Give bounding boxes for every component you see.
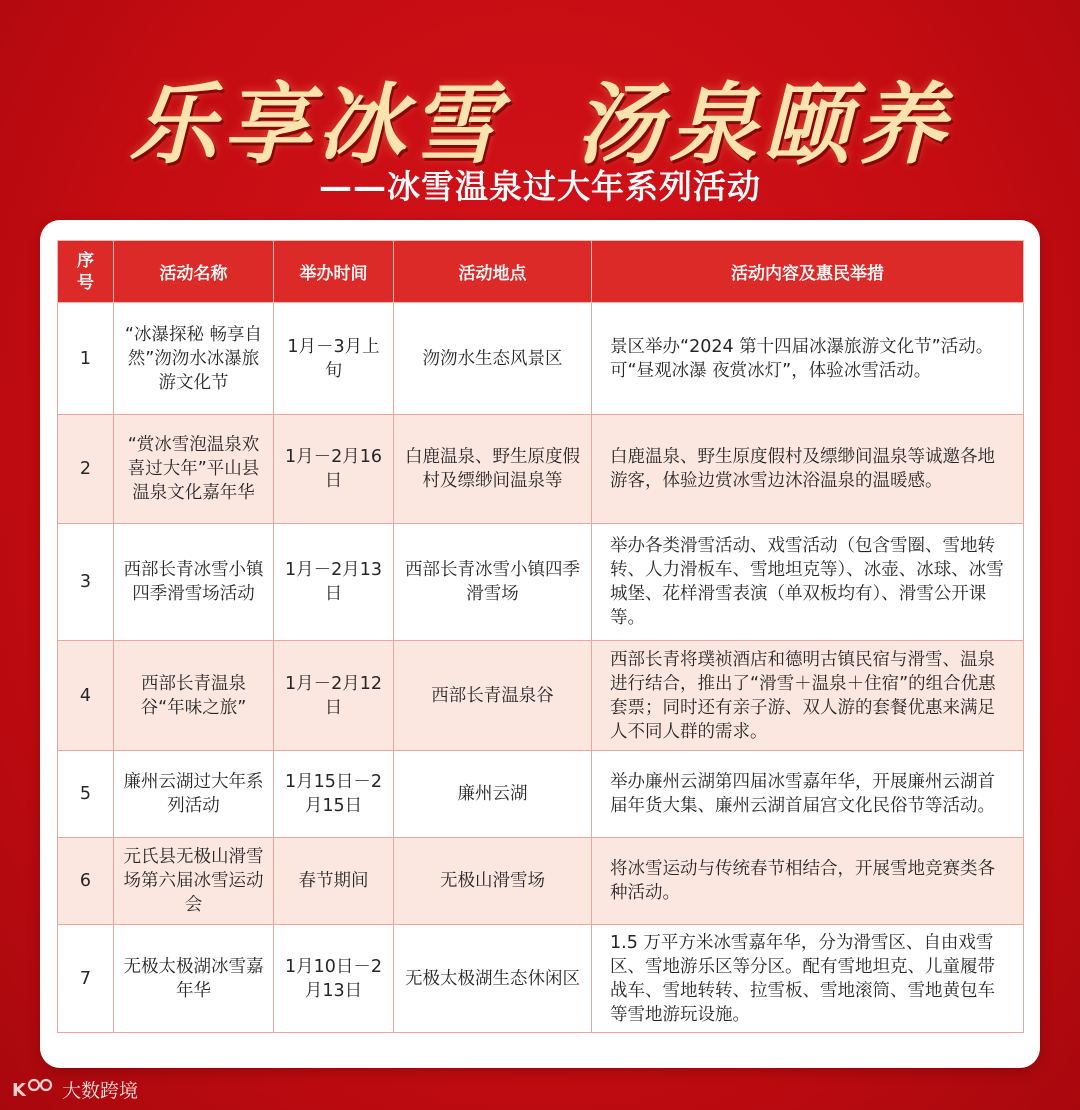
row-content: 举办廉州云湖第四届冰雪嘉年华，开展廉州云湖首届年货大集、廉州云湖首届宫文化民俗节等活动。: [592, 751, 1024, 838]
row-time: 1月－3月上旬: [274, 303, 394, 415]
row-content: 景区举办“2024 第十四届冰瀑旅游文化节”活动。可“昼观冰瀑 夜赏冰灯”，体验冰雪活动。: [592, 303, 1024, 415]
row-no: 6: [58, 838, 114, 925]
row-no: 5: [58, 751, 114, 838]
activity-card: [40, 220, 1040, 1068]
row-place: 西部长青冰雪小镇四季滑雪场: [394, 524, 592, 641]
table-row: [58, 925, 1024, 1033]
table-row: [58, 641, 1024, 751]
row-no: 4: [58, 641, 114, 751]
brand-label: 大数跨境: [62, 1079, 139, 1102]
k100-logo-icon: [12, 1076, 56, 1102]
title-left: 乐享冰雪: [128, 72, 505, 176]
row-place: 无极太极湖生态休闲区: [394, 925, 592, 1033]
svg-text:K: K: [12, 1080, 26, 1101]
row-time: 1月－2月12日: [274, 641, 394, 751]
row-time: 1月10日－2月13日: [274, 925, 394, 1033]
row-name: “冰瀑探秘 畅享自然”沕沕水冰瀑旅游文化节: [114, 303, 274, 415]
row-time: 1月15日－2月15日: [274, 751, 394, 838]
row-name: 廉州云湖过大年系列活动: [114, 751, 274, 838]
row-no: 3: [58, 524, 114, 641]
row-no: 1: [58, 303, 114, 415]
title-right: 汤泉颐养: [575, 72, 952, 176]
table-row: [58, 415, 1024, 524]
col-header-no: 序号: [58, 241, 114, 303]
row-place: 无极山滑雪场: [394, 838, 592, 925]
activity-table: [57, 240, 1024, 1033]
col-header-time: 举办时间: [274, 241, 394, 303]
table-row: [58, 751, 1024, 838]
row-content: 1.5 万平方米冰雪嘉年华，分为滑雪区、自由戏雪区、雪地游乐区等分区。配有雪地坦克、儿童履带战车、雪地转转、拉雪板、雪地滚筒、雪地黄包车等雪地游玩设施。: [592, 925, 1024, 1033]
row-content: 白鹿温泉、野生原度假村及缥缈间温泉等诚邀各地游客，体验边赏冰雪边沐浴温泉的温暖感。: [592, 415, 1024, 524]
table-row: [58, 524, 1024, 641]
row-time: 1月－2月16日: [274, 415, 394, 524]
row-time: 春节期间: [274, 838, 394, 925]
page-title: [0, 55, 1080, 176]
row-no: 7: [58, 925, 114, 1033]
col-header-place: 活动地点: [394, 241, 592, 303]
row-name: 元氏县无极山滑雪场第六届冰雪运动会: [114, 838, 274, 925]
row-name: 西部长青冰雪小镇四季滑雪场活动: [114, 524, 274, 641]
row-time: 1月－2月13日: [274, 524, 394, 641]
table-row: [58, 838, 1024, 925]
row-content: 西部长青将璞祯酒店和德明古镇民宿与滑雪、温泉进行结合，推出了“滑雪＋温泉＋住宿”的组合优惠套票；同时还有亲子游、双人游的套餐优惠来满足人不同人群的需求。: [592, 641, 1024, 751]
row-content: 将冰雪运动与传统春节相结合，开展雪地竞赛类各种活动。: [592, 838, 1024, 925]
table-row: [58, 303, 1024, 415]
row-place: 廉州云湖: [394, 751, 592, 838]
row-name: 西部长青温泉谷“年味之旅”: [114, 641, 274, 751]
row-content: 举办各类滑雪活动、戏雪活动（包含雪圈、雪地转转、人力滑板车、雪地坦克等）、冰壶、冰球、冰雪城堡、花样滑雪表演（单双板均有）、滑雪公开课等。: [592, 524, 1024, 641]
row-place: 西部长青温泉谷: [394, 641, 592, 751]
watermark: [12, 1074, 138, 1104]
row-place: 沕沕水生态风景区: [394, 303, 592, 415]
page-subtitle: ——冰雪温泉过大年系列活动: [319, 167, 761, 206]
col-header-name: 活动名称: [114, 241, 274, 303]
row-place: 白鹿温泉、野生原度假村及缥缈间温泉等: [394, 415, 592, 524]
row-no: 2: [58, 415, 114, 524]
row-name: 无极太极湖冰雪嘉年华: [114, 925, 274, 1033]
col-header-content: 活动内容及惠民举措: [592, 241, 1024, 303]
row-name: “赏冰雪泡温泉欢喜过大年”平山县温泉文化嘉年华: [114, 415, 274, 524]
table-header-row: [58, 241, 1024, 303]
